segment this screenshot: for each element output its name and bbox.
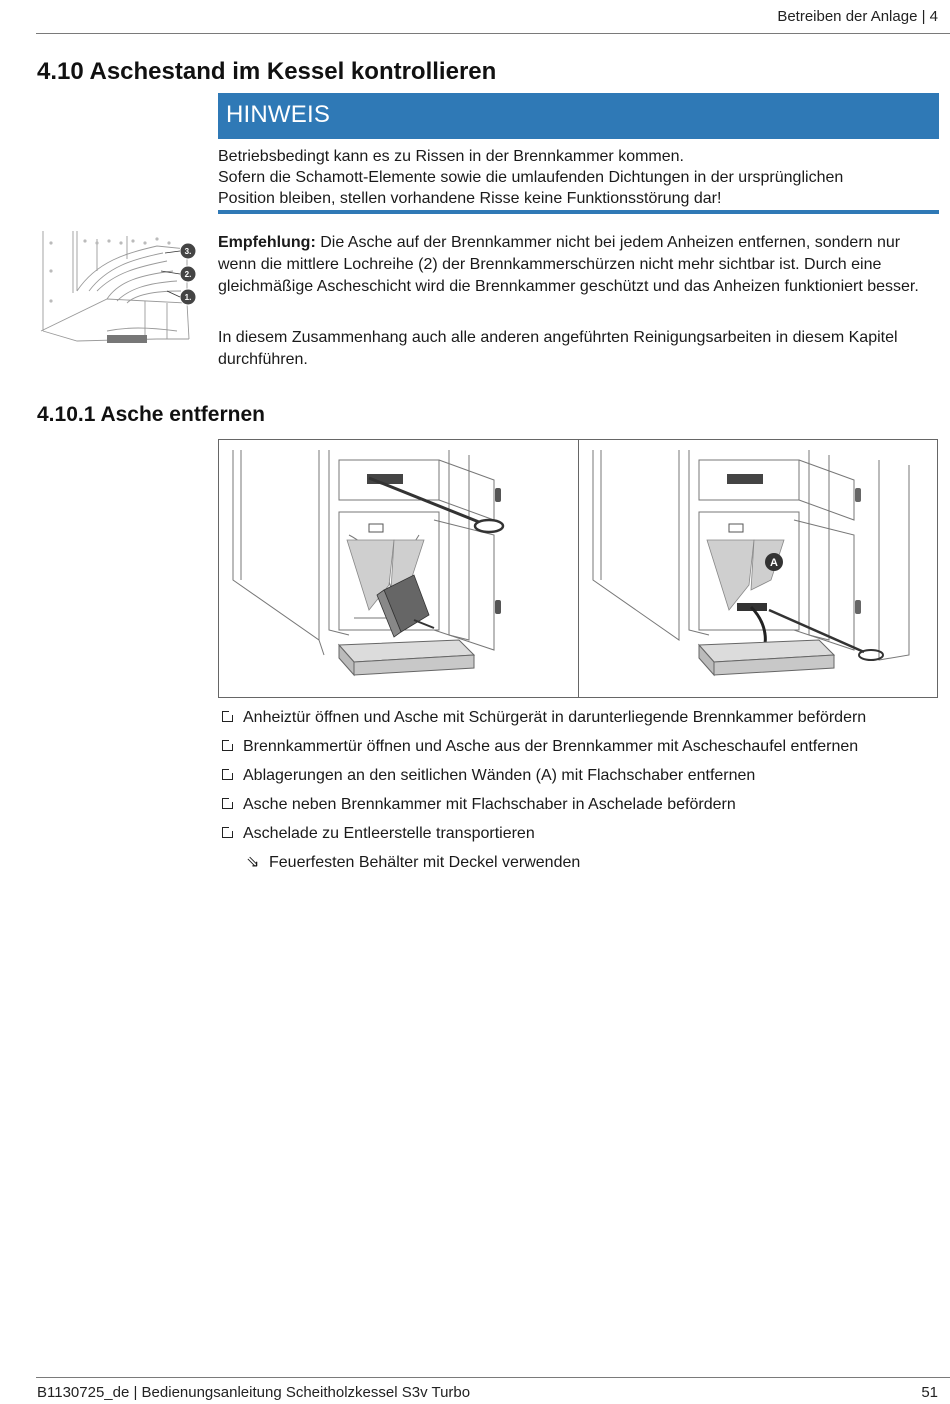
step-text: Aschelade zu Entleerstelle transportieren bbox=[243, 825, 535, 842]
list-item bbox=[222, 736, 942, 757]
recommendation-paragraph bbox=[218, 232, 938, 298]
callout-1: 1. bbox=[184, 293, 192, 302]
running-header: Betreiben der Anlage | 4 bbox=[777, 8, 938, 25]
notice-line: Position bleiben, stellen vorhandene Risse keine Funktionsstörung dar! bbox=[218, 190, 722, 207]
page-number: 51 bbox=[921, 1384, 938, 1401]
list-item bbox=[222, 707, 942, 728]
result-item bbox=[222, 852, 942, 873]
checkbox-icon bbox=[222, 769, 233, 780]
boiler-poker-illustration bbox=[219, 440, 577, 697]
list-item bbox=[222, 823, 942, 844]
checkbox-icon bbox=[222, 827, 233, 838]
result-text: Feuerfesten Behälter mit Deckel verwenden bbox=[269, 854, 581, 871]
boiler-scraper-illustration bbox=[579, 440, 938, 697]
instruction-steps bbox=[222, 707, 942, 873]
checkbox-icon bbox=[222, 740, 233, 751]
list-item bbox=[222, 794, 942, 815]
checkbox-icon bbox=[222, 798, 233, 809]
step-text: Asche neben Brennkammer mit Flachschaber in Aschelade befördern bbox=[243, 796, 736, 813]
footer-document-title: B1130725_de | Bedienungsanleitung Scheitholzkessel S3v Turbo bbox=[37, 1384, 471, 1401]
notice-bottom-rule bbox=[218, 210, 939, 214]
checkbox-icon bbox=[222, 711, 233, 722]
recommendation-label: Empfehlung: bbox=[218, 234, 316, 251]
notice-title: HINWEIS bbox=[226, 101, 331, 128]
notice-text bbox=[218, 146, 938, 209]
step-text: Brennkammertür öffnen und Asche aus der Brennkammer mit Ascheschaufel entfernen bbox=[243, 738, 859, 755]
callout-a: A bbox=[770, 557, 778, 569]
subsection-title: 4.10.1 Asche entfernen bbox=[37, 403, 265, 426]
header-rule bbox=[36, 33, 950, 34]
step-text: Ablagerungen an den seitlichen Wänden (A) mit Flachschaber entfernen bbox=[243, 767, 756, 784]
callout-2: 2. bbox=[184, 270, 192, 279]
result-arrow-icon: ⇘ bbox=[246, 854, 260, 871]
cleaning-note-paragraph: In diesem Zusammenhang auch alle anderen angeführten Reinigungsarbeiten in diesem Kapitel durchführen. bbox=[218, 329, 898, 368]
notice-line: Betriebsbedingt kann es zu Rissen in der Brennkammer kommen. bbox=[218, 148, 684, 165]
combustion-chamber-illustration bbox=[37, 231, 203, 343]
footer-rule bbox=[36, 1377, 950, 1378]
callout-3: 3. bbox=[184, 247, 192, 256]
section-title: 4.10 Aschestand im Kessel kontrollieren bbox=[37, 58, 497, 85]
step-text: Anheiztür öffnen und Asche mit Schürgerät in darunterliegende Brennkammer befördern bbox=[243, 709, 867, 726]
recommendation-text: Die Asche auf der Brennkammer nicht bei jedem Anheizen entfernen, sondern nur wenn die mittlere Lochreihe (2) der Brennkammerschürzen nicht mehr sichtbar ist. Durch eine gleichmäßige Ascheschicht wird die Brennkammer geschützt und das Anheizen funktioniert besser. bbox=[218, 234, 919, 295]
notice-line: Sofern die Schamott-Elemente sowie die umlaufenden Dichtungen in der ursprünglichen bbox=[218, 169, 844, 186]
list-item bbox=[222, 765, 942, 786]
